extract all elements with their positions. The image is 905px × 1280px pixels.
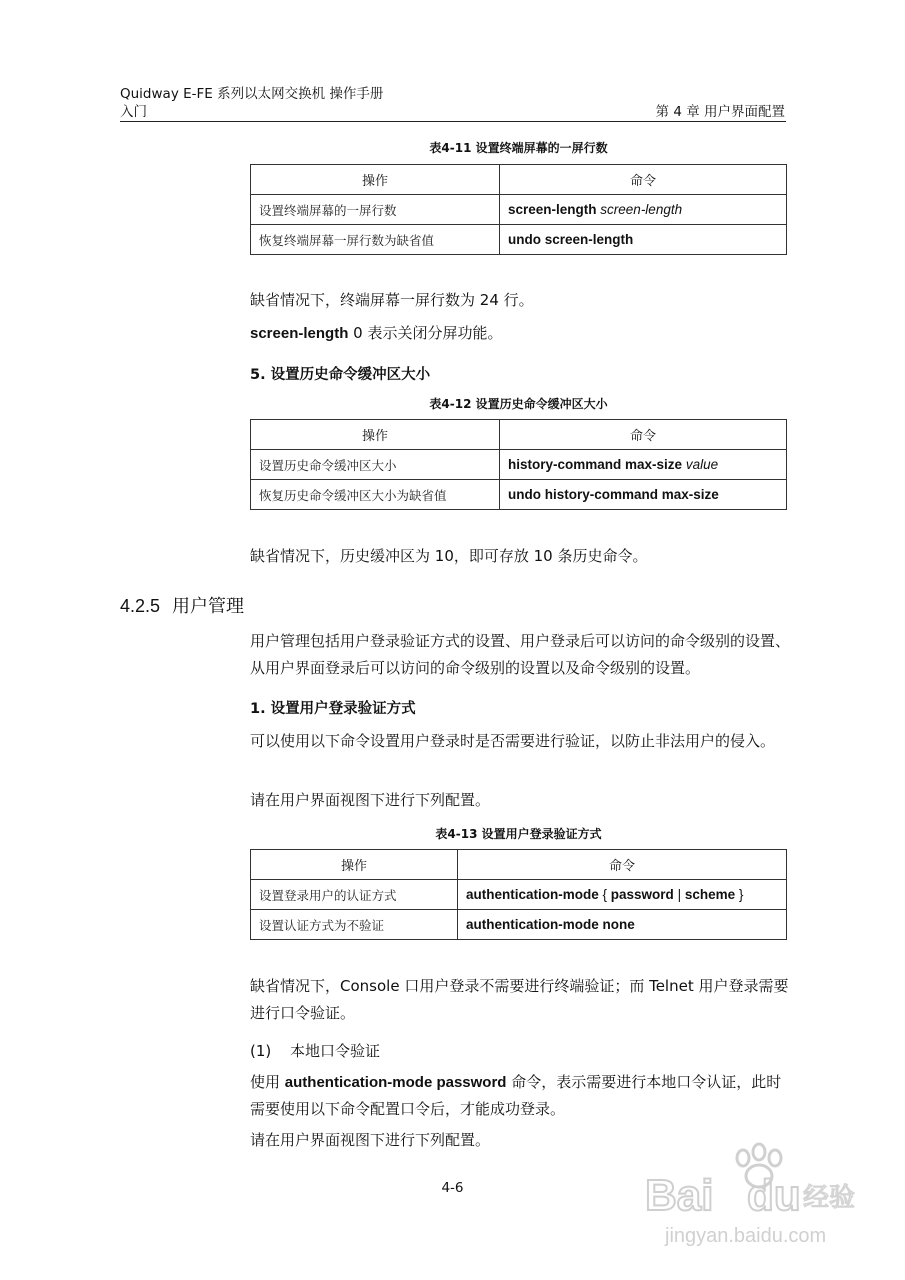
- table-row: [251, 910, 787, 940]
- command-arg: scheme: [684, 887, 736, 902]
- paragraph-auth-intro: 可以使用以下命令设置用户登录时是否需要进行验证，以防止非法用户的侵入。: [250, 732, 776, 750]
- paragraph-text: 0 表示关闭分屏功能。: [348, 324, 503, 342]
- table2-header-operation: 操作: [251, 420, 500, 450]
- svg-text:jingyan.baidu.com: jingyan.baidu.com: [665, 1225, 827, 1247]
- header-chapter: 第 4 章 用户界面配置: [655, 104, 785, 120]
- subsection-1-title: 1. 设置用户登录验证方式: [250, 701, 416, 717]
- table1-header-command: 命令: [500, 165, 787, 195]
- table1-row2-op: 恢复终端屏幕一屏行数为缺省值: [251, 225, 500, 255]
- brace-open: {: [598, 887, 611, 902]
- paragraph-text: 使用: [250, 1073, 285, 1091]
- table3-row2-cmd: authentication-mode none: [458, 910, 787, 940]
- separator: |: [673, 887, 685, 902]
- command-keyword: history-command max-size: [508, 457, 683, 472]
- command-arg: password: [610, 887, 674, 902]
- header-title: Quidway E-FE 系列以太网交换机 操作手册: [120, 86, 384, 102]
- paragraph-text: 命令，表示需要进行本地口令认证，此时需要使用以下命令配置口令后，才能成功登录。: [250, 1073, 782, 1118]
- table3-header-command: 命令: [458, 850, 787, 880]
- brace-close: }: [735, 887, 744, 902]
- table3-caption: 表4-13 设置用户登录验证方式: [435, 827, 602, 841]
- svg-text:du: du: [747, 1171, 801, 1220]
- watermark-logo: [625, 1140, 865, 1260]
- table1-row1-cmd: [500, 195, 787, 225]
- svg-text:经验: 经验: [803, 1183, 856, 1213]
- command-keyword: authentication-mode password: [284, 1074, 507, 1091]
- paragraph-console-telnet: 缺省情况下，Console 口用户登录不需要进行终端验证；而 Telnet 用户登录需要进行口令验证。: [250, 977, 789, 1022]
- table3-header-operation: 操作: [251, 850, 458, 880]
- table2-row1-cmd: [500, 450, 787, 480]
- command-keyword: authentication-mode: [466, 887, 599, 902]
- table1-caption: 表4-11 设置终端屏幕的一屏行数: [429, 141, 608, 155]
- table2-caption: 表4-12 设置历史命令缓冲区大小: [429, 397, 608, 411]
- section-name: 用户管理: [172, 596, 245, 616]
- command-keyword: screen-length: [508, 202, 597, 217]
- paragraph-history-default: 缺省情况下，历史缓冲区为 10，即可存放 10 条历史命令。: [250, 547, 648, 565]
- command-keyword: screen-length: [250, 325, 349, 342]
- paragraph-local-password: [250, 1069, 790, 1123]
- table-row: [251, 450, 787, 480]
- table2: [250, 419, 787, 510]
- header-rule: [120, 121, 786, 122]
- table2-header-command: 命令: [500, 420, 787, 450]
- paragraph-config-view-2: 请在用户界面视图下进行下列配置。: [250, 1131, 491, 1149]
- table1-row1-op: 设置终端屏幕的一屏行数: [251, 195, 500, 225]
- subsection-5-title: 5. 设置历史命令缓冲区大小: [250, 367, 431, 383]
- table2-row2-cmd: undo history-command max-size: [500, 480, 787, 510]
- section-number: 4.2.5: [120, 596, 161, 616]
- list-item: [250, 1038, 790, 1065]
- paragraph-screen-length-zero: [250, 320, 790, 347]
- table1-header-operation: 操作: [251, 165, 500, 195]
- section-title: [120, 592, 244, 618]
- header-subtitle: 入门: [120, 104, 147, 120]
- page-number: 4-6: [441, 1180, 464, 1196]
- table-row: [251, 880, 787, 910]
- table-row: [251, 480, 787, 510]
- table-row: [251, 225, 787, 255]
- table1: [250, 164, 787, 255]
- table3-row1-op: 设置登录用户的认证方式: [251, 880, 458, 910]
- table3: [250, 849, 787, 940]
- table3-row1-cmd: [458, 880, 787, 910]
- paragraph-user-management: 用户管理包括用户登录验证方式的设置、用户登录后可以访问的命令级别的设置、从用户界面登录后可以访问的命令级别的设置以及命令级别的设置。: [250, 632, 791, 677]
- command-arg: screen-length: [600, 202, 683, 217]
- list-item-text: 本地口令验证: [290, 1042, 381, 1060]
- paragraph-config-view: 请在用户界面视图下进行下列配置。: [250, 791, 491, 809]
- baidu-jingyan-watermark: [625, 1140, 865, 1260]
- table1-row2-cmd: undo screen-length: [500, 225, 787, 255]
- svg-text:Bai: Bai: [645, 1171, 714, 1220]
- command-arg: value: [685, 457, 719, 472]
- table3-row2-op: 设置认证方式为不验证: [251, 910, 458, 940]
- list-item-number: (1): [250, 1042, 272, 1060]
- table2-row1-op: 设置历史命令缓冲区大小: [251, 450, 500, 480]
- table2-row2-op: 恢复历史命令缓冲区大小为缺省值: [251, 480, 500, 510]
- paragraph-default-lines: 缺省情况下，终端屏幕一屏行数为 24 行。: [250, 291, 534, 309]
- table-row: [251, 195, 787, 225]
